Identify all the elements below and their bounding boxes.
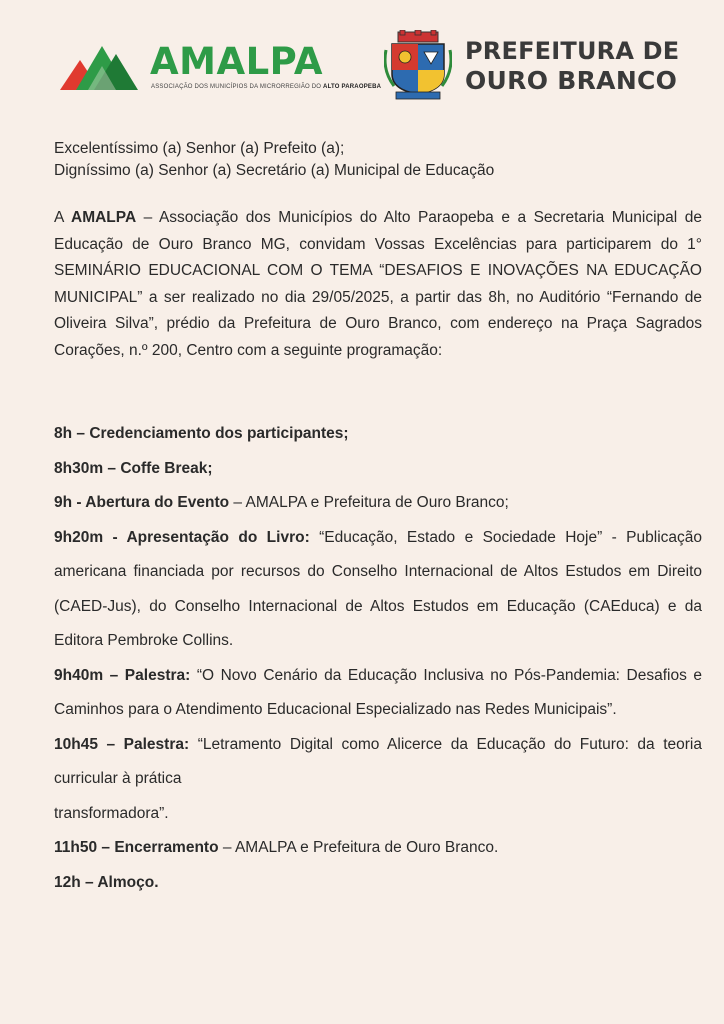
schedule-item: 8h – Credenciamento dos participantes; xyxy=(54,425,349,442)
schedule-item: 9h40m – Palestra: “O Novo Cenário da Educação Inclusiva no Pós-Pandemia: Desafios e Caminhos para o Atendimento Educacional Especializado nas Redes Municipais”. xyxy=(54,666,702,718)
prefeitura-title xyxy=(465,36,679,96)
organization-name: AMALPA xyxy=(71,209,137,226)
salutation-line-2: Digníssimo (a) Senhor (a) Secretário (a) Municipal de Educação xyxy=(54,162,495,179)
schedule-item-continuation: transformadora”. xyxy=(54,804,169,822)
salutation xyxy=(54,138,494,182)
schedule-item: 12h – Almoço. xyxy=(54,873,159,891)
program-schedule xyxy=(54,417,702,900)
letterhead xyxy=(0,28,724,108)
schedule-item: 11h50 – Encerramento – AMALPA e Prefeitura de Ouro Branco. xyxy=(54,839,499,856)
schedule-item: 9h20m - Apresentação do Livro: “Educação, Estado e Sociedade Hoje” - Publicação americana financiada por recursos do Conselho Internacional de Altos Estudos em Direito (CAED-Jus), do Conselho Internacional de Altos Estudos em Educação (CAEduca) e da Editora Pembroke Collins. xyxy=(54,528,702,649)
schedule-item: 10h45 – Palestra: “Letramento Digital como Alicerce da Educação do Futuro: da teoria curricular à prática xyxy=(54,735,702,787)
amalpa-triangles-logo-icon xyxy=(60,44,144,90)
prefeitura-title-line1: PREFEITURA DE xyxy=(465,37,680,65)
invitation-paragraph: A AMALPA – Associação dos Municípios do Alto Paraopeba e a Secretaria Municipal de Educação de Ouro Branco MG, convidam Vossas Excelências para participarem do 1° SEMINÁRIO EDUCACIONAL COM O TEMA “DESAFIOS E INOVAÇÕES NA EDUCAÇÃO MUNICIPAL” a ser realizado no dia 29/05/2025, a partir das 8h, no Auditório “Fernando de Oliveira Silva”, prédio da Prefeitura de Ouro Branco, com endereço na Praça Sagrados Corações, n.º 200, Centro com a seguinte programação: xyxy=(54,209,702,359)
salutation-line-1: Excelentíssimo (a) Senhor (a) Prefeito (a); xyxy=(54,140,345,157)
amalpa-logo-text: AMALPA xyxy=(150,40,324,83)
amalpa-subtitle: ASSOCIAÇÃO DOS MUNICÍPIOS DA MICRORREGIÃO DO ALTO PARAOPEBA xyxy=(151,84,382,90)
coat-of-arms-icon xyxy=(384,30,452,100)
schedule-item: 8h30m – Coffe Break; xyxy=(54,459,213,477)
schedule-item: 9h - Abertura do Evento – AMALPA e Prefeitura de Ouro Branco; xyxy=(54,494,509,511)
prefeitura-title-line2: OURO BRANCO xyxy=(465,66,678,95)
